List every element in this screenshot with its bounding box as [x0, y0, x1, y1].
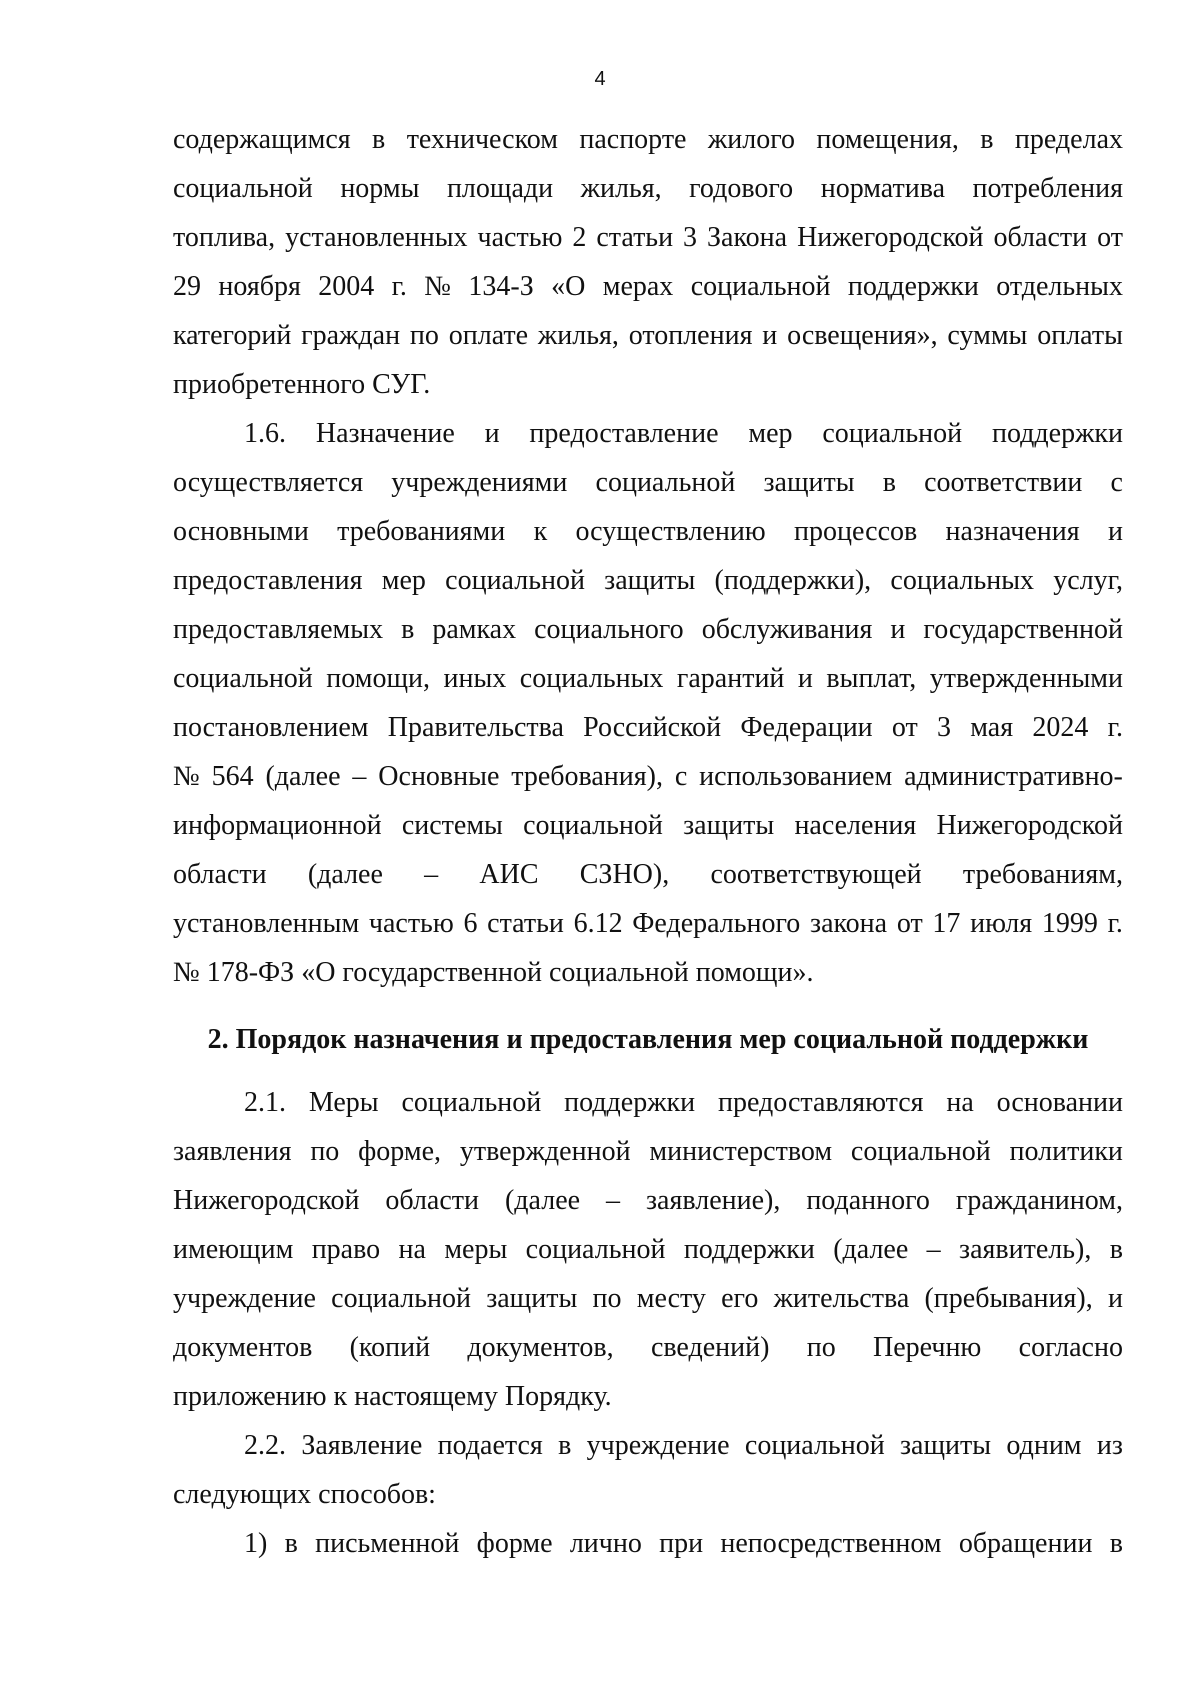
word: №: [173, 761, 200, 792]
text-line: [173, 269, 1123, 318]
word: 2.1.: [244, 1087, 286, 1118]
word: иных: [443, 663, 507, 694]
word: на: [398, 1234, 426, 1265]
word: заявление),: [646, 1185, 781, 1216]
text-line: [173, 1428, 1123, 1477]
word: жилья,: [580, 173, 662, 204]
word: Основные: [378, 761, 500, 792]
word: требованиям,: [962, 859, 1123, 890]
word: гарантий: [676, 663, 785, 694]
word: оплате: [448, 320, 529, 351]
word: с: [674, 761, 688, 792]
text-line: [173, 514, 1123, 563]
word: по: [310, 1136, 340, 1167]
text-line: приложению к настоящему Порядку.: [173, 1381, 612, 1412]
word: соответствующей: [710, 859, 922, 890]
word: требования),: [511, 761, 663, 792]
word: и: [797, 663, 813, 694]
text-line: [173, 612, 1123, 661]
word: требованиями: [337, 516, 506, 547]
word: отдельных: [996, 271, 1123, 302]
word: защиты: [763, 467, 855, 498]
word: и: [762, 320, 778, 351]
word: назначения: [945, 516, 1080, 547]
word: лично: [569, 1528, 642, 1559]
section-heading: 2. Порядок назначения и предоставления мер социальной поддержки: [207, 1024, 1089, 1055]
word: 6: [463, 908, 478, 939]
word: (поддержки),: [714, 565, 872, 596]
word: частью: [368, 908, 454, 939]
text-line: следующих способов:: [173, 1479, 436, 1510]
word: документов,: [467, 1332, 614, 1363]
word: области: [173, 859, 267, 890]
text-line: [173, 563, 1123, 612]
word: учреждениями: [391, 467, 568, 498]
word: установленным: [173, 908, 360, 939]
word: заявитель),: [959, 1234, 1092, 1265]
text-line: [173, 710, 1123, 759]
word: к: [533, 516, 548, 547]
paragraph: [173, 1526, 1123, 1575]
word: форме,: [358, 1136, 442, 1167]
word: из: [1096, 1430, 1123, 1461]
word: право: [311, 1234, 381, 1265]
word: защиты: [683, 810, 775, 841]
word: согласно: [1018, 1332, 1123, 1363]
word: области: [993, 222, 1088, 253]
page-number: 4: [594, 68, 606, 90]
word: годового: [689, 173, 794, 204]
word: №: [424, 271, 452, 302]
word: предоставления: [173, 565, 363, 596]
word: защиты: [486, 1283, 578, 1314]
word: Меры: [308, 1087, 379, 1118]
word: непосредственном: [720, 1528, 942, 1559]
paragraph: [173, 416, 1123, 1004]
word: 3: [683, 222, 698, 253]
word: 1999: [1041, 908, 1098, 939]
word: поддержки: [847, 271, 979, 302]
text-line: № 178-ФЗ «О государственной социальной помощи».: [173, 957, 814, 988]
word: площади: [446, 173, 554, 204]
word: социальной: [595, 467, 736, 498]
word: норматива: [820, 173, 946, 204]
word: поддержки: [564, 1087, 696, 1118]
word: системы: [401, 810, 503, 841]
word: установленных: [285, 222, 468, 253]
word: 2: [572, 222, 587, 253]
text-line: [173, 857, 1123, 906]
word: жилья,: [537, 320, 619, 351]
word: Перечню: [872, 1332, 982, 1363]
word: частью: [477, 222, 563, 253]
word: утвержденными: [929, 663, 1123, 694]
text-line: [173, 808, 1123, 857]
word: топлива,: [173, 222, 276, 253]
word: обслуживания: [701, 614, 873, 645]
text-line: [173, 171, 1123, 220]
word: г.: [1107, 908, 1123, 939]
word: меры: [444, 1234, 508, 1265]
word: социального: [534, 614, 684, 645]
word: документов: [173, 1332, 313, 1363]
word: 29: [173, 271, 201, 302]
word: июля: [970, 908, 1033, 939]
word: гражданином,: [955, 1185, 1123, 1216]
word: (пребывания),: [924, 1283, 1093, 1314]
paragraph: [173, 1085, 1123, 1428]
word: социальной: [173, 173, 313, 204]
word: 2024: [1032, 712, 1089, 743]
word: защиты: [899, 1430, 992, 1461]
text-line: [173, 661, 1123, 710]
word: –: [424, 859, 439, 890]
spacer: [173, 1071, 1123, 1085]
word: рамках: [432, 614, 517, 645]
text-line: [173, 906, 1123, 955]
word: подается: [437, 1430, 543, 1461]
word: Назначение: [315, 418, 455, 449]
word: предоставление: [529, 418, 719, 449]
word: в: [1109, 1528, 1123, 1559]
word: (копий: [349, 1332, 431, 1363]
word: мерах: [602, 271, 674, 302]
word: его: [721, 1283, 759, 1314]
word: ноября: [218, 271, 301, 302]
word: пределах: [1014, 124, 1123, 155]
word: в: [980, 124, 994, 155]
word: основными: [173, 516, 309, 547]
word: (далее: [504, 1185, 581, 1216]
word: учреждение: [173, 1283, 316, 1314]
word: соответствии: [924, 467, 1083, 498]
word: социальной: [173, 663, 313, 694]
word: техническом: [406, 124, 558, 155]
document-body: [173, 122, 1123, 1575]
word: Правительства: [387, 712, 564, 743]
word: социальных: [890, 565, 1035, 596]
word: потребления: [972, 173, 1123, 204]
word: предоставляются: [717, 1087, 924, 1118]
word: поданного: [806, 1185, 930, 1216]
word: сведений): [650, 1332, 770, 1363]
word: мер: [381, 565, 426, 596]
word: в: [1109, 1234, 1123, 1265]
word: Закона: [707, 222, 788, 253]
word: и: [484, 418, 500, 449]
word: области: [385, 1185, 480, 1216]
word: (далее: [833, 1234, 909, 1265]
word: мая: [970, 712, 1014, 743]
word: по: [806, 1332, 836, 1363]
word: министерством: [649, 1136, 833, 1167]
word: в: [284, 1528, 298, 1559]
word: суммы: [947, 320, 1028, 351]
word: 3: [937, 712, 952, 743]
paragraph: [173, 122, 1123, 416]
word: граждан: [301, 320, 401, 351]
text-line: [173, 1085, 1123, 1134]
word: поддержки: [683, 1234, 815, 1265]
word: основании: [996, 1087, 1123, 1118]
word: и: [1107, 516, 1123, 547]
text-line: [173, 122, 1123, 171]
word: паспорте: [579, 124, 687, 155]
word: при: [659, 1528, 704, 1559]
word: политики: [1009, 1136, 1123, 1167]
word: «О: [551, 271, 586, 302]
word: жительства: [773, 1283, 910, 1314]
word: письменной: [315, 1528, 460, 1559]
word: содержащимся: [173, 124, 351, 155]
word: на: [946, 1087, 974, 1118]
text-line: [173, 1526, 1123, 1575]
word: Федерального: [632, 908, 801, 939]
word: –: [352, 761, 367, 792]
word: социальной: [850, 1136, 991, 1167]
word: отопления: [628, 320, 753, 351]
text-line: [173, 416, 1123, 465]
word: нормы: [340, 173, 420, 204]
word: предоставляемых: [173, 614, 384, 645]
word: социальной: [690, 271, 831, 302]
word: и: [890, 614, 906, 645]
word: постановлением: [173, 712, 369, 743]
word: услуг,: [1053, 565, 1123, 596]
word: поддержки: [991, 418, 1123, 449]
text-line: [173, 318, 1123, 367]
text-line: [173, 1232, 1123, 1281]
word: Заявление: [301, 1430, 423, 1461]
word: 1): [244, 1528, 268, 1559]
text-line: [173, 1134, 1123, 1183]
word: 6.12: [573, 908, 623, 939]
word: социальной: [822, 418, 963, 449]
word: мер: [748, 418, 793, 449]
word: имеющим: [173, 1234, 294, 1265]
word: в: [372, 124, 386, 155]
word: помощи,: [326, 663, 430, 694]
word: в: [558, 1430, 572, 1461]
text-line: [173, 1281, 1123, 1330]
word: и: [1107, 1283, 1123, 1314]
word: 2.2.: [244, 1430, 286, 1461]
word: с: [1110, 467, 1123, 498]
word: Российской: [583, 712, 722, 743]
word: процессов: [794, 516, 918, 547]
word: осуществлению: [575, 516, 766, 547]
word: 564: [211, 761, 254, 792]
word: информационной: [173, 810, 382, 841]
word: освещения»,: [787, 320, 938, 351]
word: Нижегородской: [173, 1185, 360, 1216]
word: г.: [1107, 712, 1123, 743]
word: государственной: [923, 614, 1123, 645]
paragraph: [173, 1428, 1123, 1526]
word: –: [926, 1234, 941, 1265]
word: АИС: [479, 859, 539, 890]
word: Нижегородской: [936, 810, 1123, 841]
word: заявления: [173, 1136, 292, 1167]
word: Нижегородской: [797, 222, 984, 253]
word: по: [409, 320, 439, 351]
word: месту: [636, 1283, 706, 1314]
word: от: [891, 712, 918, 743]
text-line: [173, 465, 1123, 514]
word: социальных: [519, 663, 664, 694]
word: защиты: [604, 565, 696, 596]
text-line: [173, 1330, 1123, 1379]
word: (далее: [307, 859, 383, 890]
text-line: [173, 1183, 1123, 1232]
word: 134-З: [468, 271, 534, 302]
word: Федерации: [740, 712, 873, 743]
word: по: [592, 1283, 622, 1314]
text-line: приобретенного СУГ.: [173, 369, 431, 400]
word: категорий: [173, 320, 292, 351]
word: осуществляется: [173, 467, 364, 498]
word: помещения,: [816, 124, 959, 155]
word: жилого: [707, 124, 795, 155]
word: социальной: [744, 1430, 885, 1461]
word: населения: [794, 810, 917, 841]
word: СЗНО),: [579, 859, 670, 890]
word: социальной: [401, 1087, 542, 1118]
word: учреждение: [586, 1430, 730, 1461]
word: закона: [810, 908, 888, 939]
word: 2004: [318, 271, 375, 302]
word: социальной: [525, 1234, 666, 1265]
word: –: [606, 1185, 621, 1216]
word: обращении: [958, 1528, 1093, 1559]
word: статьи: [596, 222, 674, 253]
word: выплат,: [826, 663, 917, 694]
word: административно-: [904, 761, 1123, 792]
word: оплаты: [1037, 320, 1123, 351]
word: г.: [391, 271, 407, 302]
word: социальной: [523, 810, 663, 841]
word: социальной: [445, 565, 585, 596]
spacer: [173, 1004, 1123, 1022]
word: утвержденной: [459, 1136, 631, 1167]
word: форме: [476, 1528, 553, 1559]
word: статьи: [487, 908, 564, 939]
word: использованием: [699, 761, 893, 792]
word: в: [882, 467, 896, 498]
word: от: [1097, 222, 1123, 253]
word: в: [401, 614, 415, 645]
text-line: [173, 759, 1123, 808]
word: одним: [1006, 1430, 1082, 1461]
word: 1.6.: [244, 418, 286, 449]
text-line: [173, 220, 1123, 269]
word: (далее: [265, 761, 341, 792]
word: социальной: [331, 1283, 471, 1314]
word: от: [896, 908, 923, 939]
word: 17: [932, 908, 961, 939]
